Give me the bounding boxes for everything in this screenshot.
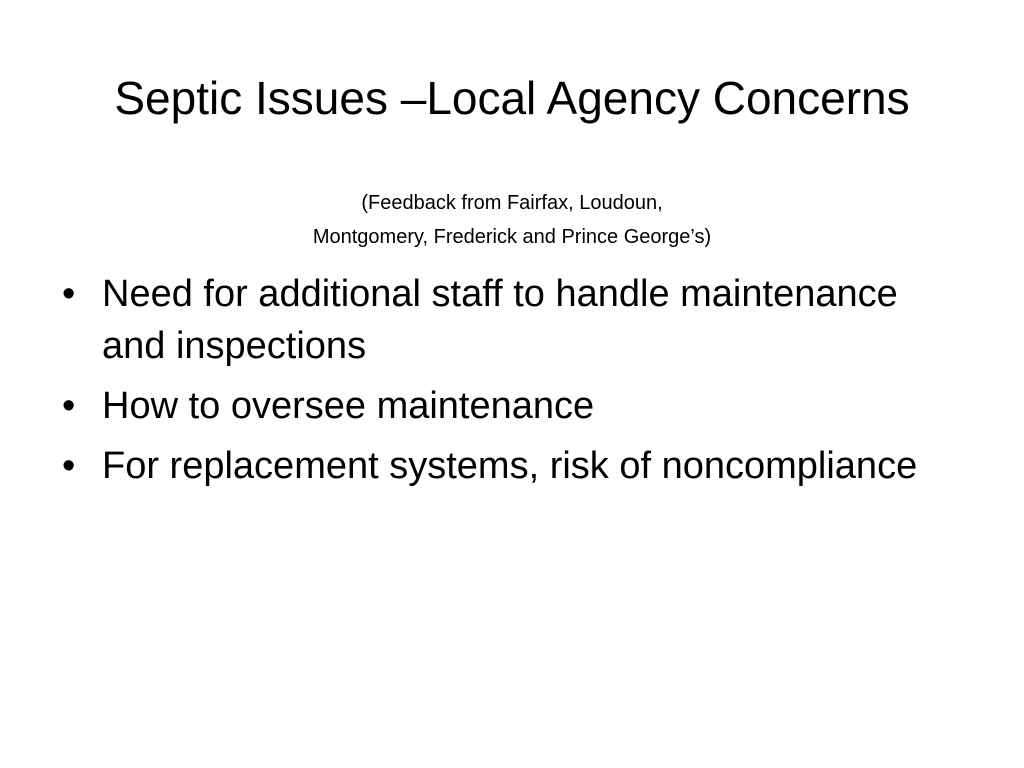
- slide-title: Septic Issues –Local Agency Concerns: [114, 72, 910, 124]
- bullet-item: [58, 268, 958, 372]
- bullet-item: [58, 380, 958, 432]
- subtitle-line: Montgomery, Frederick and Prince George’s): [312, 226, 712, 248]
- bullet-icon: •: [62, 385, 76, 427]
- subtitle-line: (Feedback from Fairfax, Loudoun,: [361, 192, 663, 214]
- bullet-text: Need for additional staff to handle maintenance and inspections: [102, 273, 898, 367]
- bullet-list: [58, 268, 958, 500]
- bullet-item: [58, 440, 958, 492]
- bullet-icon: •: [62, 445, 76, 487]
- bullet-text: For replacement systems, risk of noncompliance: [102, 445, 918, 487]
- bullet-icon: •: [62, 273, 76, 315]
- bullet-text: How to oversee maintenance: [102, 385, 595, 427]
- slide-subtitle: [0, 186, 1024, 254]
